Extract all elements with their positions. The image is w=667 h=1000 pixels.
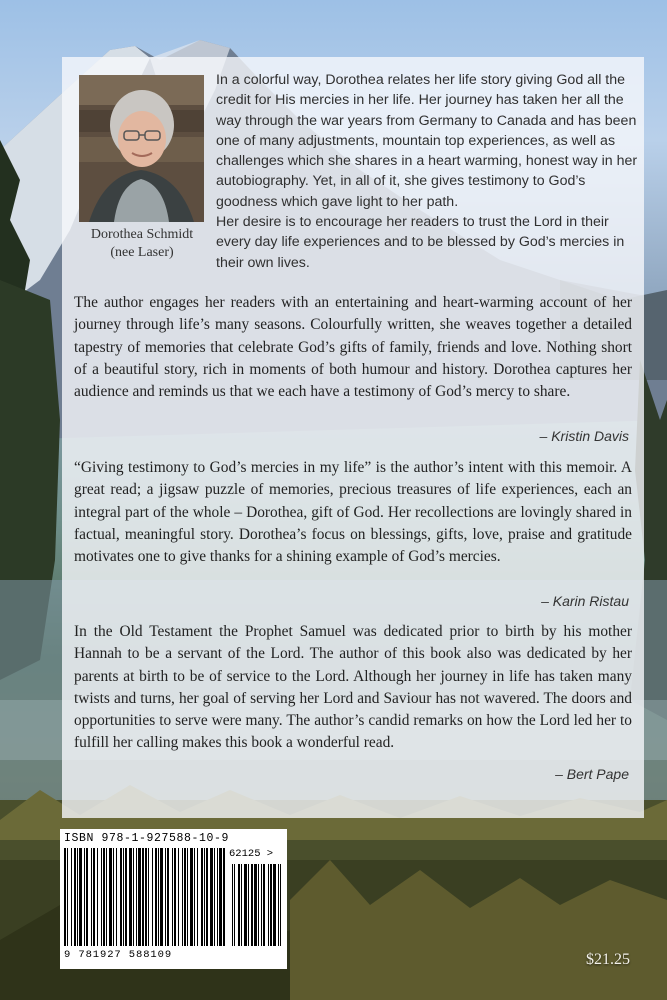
review-text: The author engages her readers with an entertaining and heart-warming account of her journey through life’s many seasons. Colourfully written, she weaves together a detailed tapestry of memories that celebrate God’s gifts of family, friends and love. Nothing short of a beautiful story, rich in moments of both humour and history. Dorothea captures her audience and reminds us that we each have a testimony of God’s mercy to share.	[74, 294, 632, 401]
blurb-paragraph: Her desire is to encourage her readers to trust the Lord in their every day life experiences and to be blessed by God’s mercies in their own lives.	[216, 214, 625, 271]
barcode	[64, 848, 283, 948]
review-author: – Kristin Davis	[539, 428, 629, 444]
price: $21.25	[586, 951, 630, 968]
caption-maiden-name: (nee Laser)	[110, 245, 174, 260]
barcode-addon: 62125 >	[229, 848, 274, 860]
barcode-label	[60, 829, 287, 969]
review-text: In the Old Testament the Prophet Samuel was dedicated prior to birth by his mother Hannah to be a servant of the Lord. The author of this book also was dedicated by her parents at birth to be of service to the Lord. Although her journey in life has taken many twists and turns, her goal of serving her Lord and Saviour has not wavered. The doors and opportunities to serve were many. The author’s candid remarks on how the Lord led her to fulfill her calling makes this book a wonderful read.	[74, 623, 632, 752]
barcode-number: 9 781927 588109	[64, 949, 173, 961]
review-author: – Karin Ristau	[541, 593, 629, 609]
isbn-text: ISBN 978-1-927588-10-9	[64, 832, 230, 845]
caption-name: Dorothea Schmidt	[90, 227, 194, 242]
review-author: – Bert Pape	[555, 766, 629, 782]
blurb-paragraph: In a colorful way, Dorothea relates her life story giving God all the credit for His mercies in her life. Her journey has taken her all the way through the war years from Germany to Canada and has been one of many adjustments, mountain top experiences, as well as challenges which she shares in a heart warming, honest way in her autobiography. Yet, in all of it, she gives testimony to God’s goodness which gave light to her path.	[216, 72, 638, 210]
review-text: “Giving testimony to God’s mercies in my life” is the author’s intent with this memoir. A great read; a jigsaw puzzle of memories, precious treasures of life experiences, each an integral part of the whole – Dorothea, gift of God. Her recollections are lovingly shared in factual, meaningful story. Dorothea’s focus on blessings, gifts, love, praise and gratitude motivates one to give thanks for a shining example of God’s mercies.	[74, 459, 632, 566]
author-photo	[79, 75, 204, 222]
photo-caption	[62, 226, 222, 262]
book-blurb	[216, 70, 641, 273]
